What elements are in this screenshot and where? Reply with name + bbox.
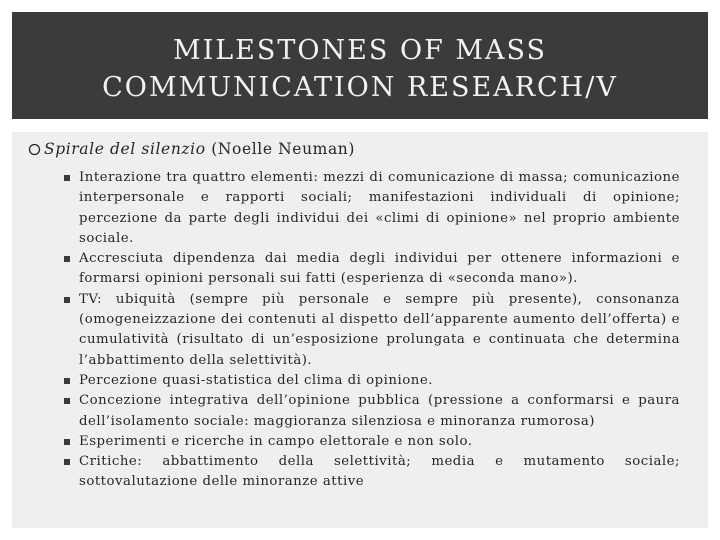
square-bullet-icon — [64, 256, 70, 262]
list-item-text: Accresciuta dipendenza dai media degli individui per ottenere informazioni e formarsi opinioni personali sui fatti (esperienza di «seconda mano»). — [79, 251, 680, 287]
list-item — [64, 371, 680, 391]
list-item — [64, 432, 680, 452]
list-item — [64, 391, 680, 432]
list-item-text: Esperimenti e ricerche in campo elettorale e non solo. — [79, 433, 473, 449]
list-item — [64, 452, 680, 493]
list-item — [64, 249, 680, 290]
list-item — [64, 290, 680, 371]
heading-author: (Noelle Neuman) — [205, 140, 356, 158]
title-bar — [12, 12, 708, 119]
square-bullet-icon — [64, 378, 70, 384]
list-item — [64, 168, 680, 249]
hollow-circle-icon — [28, 143, 41, 156]
list-item-text: Percezione quasi-statistica del clima di opinione. — [79, 372, 433, 388]
bullet-list — [64, 168, 680, 493]
list-item-text: Concezione integrativa dell’opinione pubblica (pressione a conformarsi e paura dell’isolamento sociale: maggioranza silenziosa e minoranza rumorosa) — [79, 393, 680, 429]
square-bullet-icon — [64, 175, 70, 181]
square-bullet-icon — [64, 297, 70, 303]
list-item-text: Critiche: abbattimento della selettività; media e mutamento sociale; sottovalutazione delle minoranze attive — [79, 454, 680, 490]
section-heading — [28, 140, 355, 158]
list-item-text: Interazione tra quattro elementi: mezzi di comunicazione di massa; comunicazione interpersonale e rapporti sociali; manifestazioni individuali di opinione; percezione da parte degli individui dei «climi di opinione» nel proprio ambiente sociale. — [79, 170, 680, 246]
heading-italic: Spirale del silenzio — [44, 140, 206, 158]
square-bullet-icon — [64, 459, 70, 465]
square-bullet-icon — [64, 398, 70, 404]
slide-title: MILESTONES OF MASS COMMUNICATION RESEARCH/V — [102, 34, 618, 103]
list-item-text: TV: ubiquità (sempre più personale e sempre più presente), consonanza (omogeneizzazione dei contenuti al dispetto dell’apparente aumento dell’offerta) e cumulatività (risultato di un’esposizione prolungata e continuata che determina l’abbattimento della selettività). — [79, 291, 680, 368]
square-bullet-icon — [64, 439, 70, 445]
